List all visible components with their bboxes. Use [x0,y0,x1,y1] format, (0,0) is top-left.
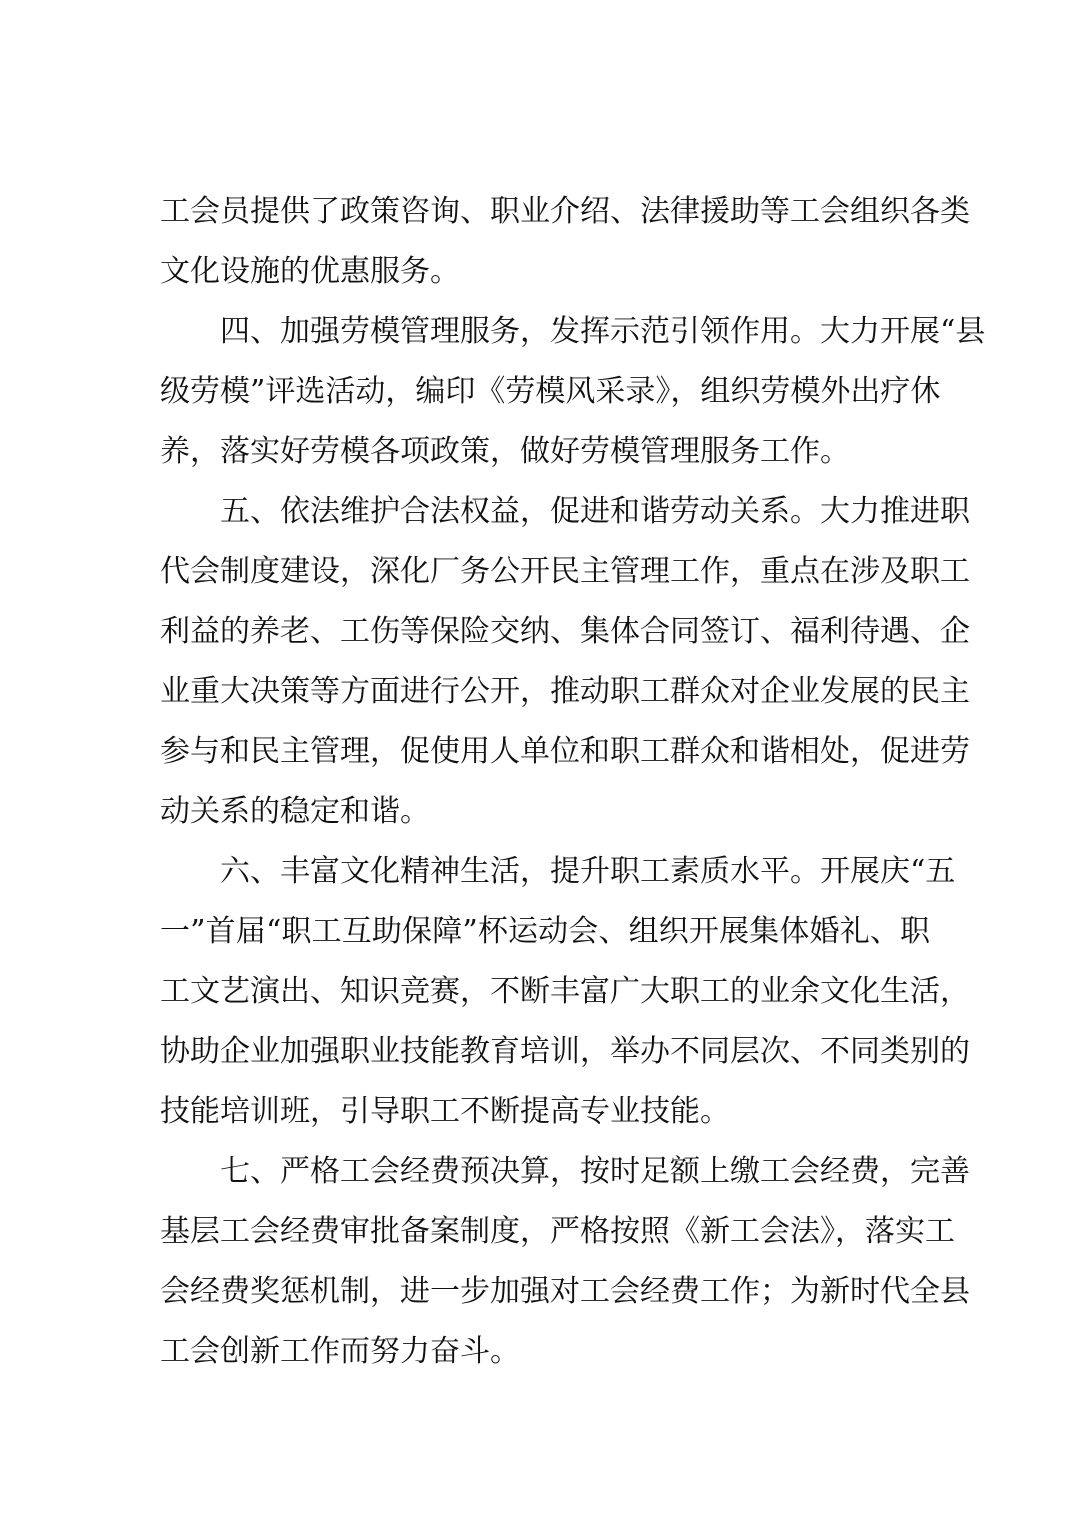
text-line: 协助企业加强职业技能教育培训，举办不同层次、不同类别的 [160,1034,970,1069]
text-line: 养，落实好劳模各项政策，做好劳模管理服务工作。 [160,434,850,469]
text-line: 利益的养老、工伤等保险交纳、集体合同签订、福利待遇、企 [160,614,970,649]
text-line: 一”首届“职工互助保障”杯运动会、组织开展集体婚礼、职 [160,914,930,949]
text-line: 级劳模”评选活动，编印《劳模风采录》，组织劳模外出疗休 [160,374,941,409]
paragraph-start-line: 五、依法维护合法权益，促进和谐劳动关系。大力推进职 [220,494,970,529]
text-line: 动关系的稳定和谐。 [160,794,430,829]
text-line: 文化设施的优惠服务。 [160,254,460,289]
text-line: 工会员提供了政策咨询、职业介绍、法律援助等工会组织各类 [160,194,970,229]
paragraph-start-line: 七、严格工会经费预决算，按时足额上缴工会经费，完善 [220,1154,970,1189]
text-line: 代会制度建设，深化厂务公开民主管理工作，重点在涉及职工 [160,554,970,589]
text-line: 会经费奖惩机制，进一步加强对工会经费工作；为新时代全县 [160,1274,970,1309]
text-line: 技能培训班，引导职工不断提高专业技能。 [160,1094,730,1129]
body-text [160,182,986,1382]
paragraph-start-line: 四、加强劳模管理服务，发挥示范引领作用。大力开展“县 [220,314,986,349]
paragraph-start-line: 六、丰富文化精神生活，提升职工素质水平。开展庆“五 [220,854,956,889]
text-line: 工文艺演出、知识竞赛，不断丰富广大职工的业余文化生活， [160,974,970,1009]
text-line: 参与和民主管理，促使用人单位和职工群众和谐相处，促进劳 [160,734,970,769]
text-line: 基层工会经费审批备案制度，严格按照《新工会法》，落实工 [160,1214,955,1249]
text-line: 业重大决策等方面进行公开，推动职工群众对企业发展的民主 [160,674,970,709]
text-line: 工会创新工作而努力奋斗。 [160,1334,520,1369]
